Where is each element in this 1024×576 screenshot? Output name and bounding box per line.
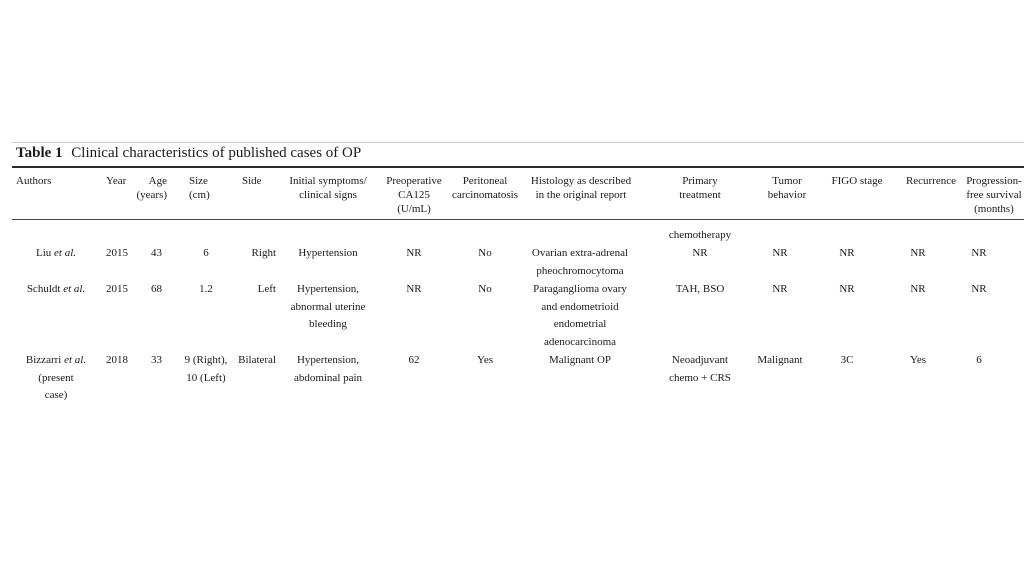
cell-recurrence: Yes — [909, 354, 926, 366]
header-peritoneal-line: carcinomatosis — [452, 189, 518, 201]
cell-size — [178, 245, 234, 263]
table-caption — [16, 145, 361, 162]
author-name: Bizzarri — [25, 354, 65, 366]
cell-peritoneal: No — [478, 247, 492, 259]
header-symptoms — [278, 174, 378, 202]
author-name: Schuldt — [26, 283, 64, 295]
cell-year: 2015 — [106, 283, 128, 295]
cell-side: Bilateral — [238, 354, 276, 366]
cell-treatment — [660, 352, 740, 387]
author-line — [20, 245, 92, 263]
cell-symptoms — [278, 352, 378, 387]
header-age-line: (years) — [136, 189, 167, 201]
author-line — [20, 352, 92, 370]
author-line: (present — [38, 371, 74, 384]
histology-line: Ovarian extra-adrenal — [531, 247, 629, 259]
header-peritoneal — [449, 174, 521, 202]
cell-age: 33 — [151, 354, 162, 366]
cell-symptoms — [278, 281, 378, 334]
table-title: Clinical characteristics of published cases of OP — [71, 145, 362, 161]
header-behavior-line: behavior — [767, 189, 807, 201]
cell-year: 2015 — [106, 247, 128, 259]
cell-year: 2018 — [106, 354, 128, 366]
cell-age: 43 — [151, 247, 162, 259]
author-etal: et al. — [64, 354, 87, 366]
treatment-line: NR — [692, 247, 708, 259]
histology-line: endometrial — [553, 318, 607, 330]
header-authors: Authors — [16, 175, 52, 187]
header-symptoms-line: clinical signs — [299, 189, 357, 201]
top-divider — [12, 142, 1024, 143]
cell-size — [178, 352, 234, 387]
cell-histology — [515, 352, 645, 370]
header-behavior-line: Tumor — [772, 175, 802, 187]
cell-treatment — [660, 245, 740, 263]
symptoms-line: Hypertension, — [296, 283, 359, 295]
header-pfs — [958, 174, 1024, 216]
histology-line: Malignant OP — [548, 354, 612, 366]
symptoms-line: Hypertension — [298, 247, 358, 259]
symptoms-line: abdominal pain — [293, 371, 363, 384]
header-pfs-line: (months) — [974, 203, 1014, 215]
author-line: case) — [44, 389, 68, 401]
cell-recurrence: NR — [910, 247, 926, 259]
author-etal: et al. — [54, 247, 77, 259]
cell-symptoms — [278, 245, 378, 263]
size-line: 10 (Left) — [186, 371, 226, 384]
header-symptoms-line: Initial symptoms/ — [289, 175, 367, 187]
histology-line: Paraganglioma ovary — [533, 283, 627, 295]
cell-author — [20, 281, 92, 299]
cell-ca125: NR — [406, 247, 422, 259]
size-line: 1.2 — [199, 283, 213, 295]
header-age — [130, 174, 167, 202]
treatment-line: Neoadjuvant — [671, 354, 729, 366]
header-treatment-line: treatment — [679, 189, 721, 201]
header-treatment — [660, 174, 740, 202]
symptoms-line: abnormal uterine — [290, 300, 366, 313]
header-behavior — [752, 174, 822, 202]
author-name: Liu — [35, 247, 55, 259]
cell-side: Left — [257, 283, 276, 295]
header-pfs-line: free survival — [966, 189, 1022, 201]
cell-behavior: NR — [772, 247, 788, 259]
cell-behavior: Malignant — [757, 354, 803, 366]
cell-side: Right — [251, 247, 276, 259]
header-figo: FIGO stage — [831, 175, 883, 187]
cell-peritoneal: Yes — [476, 354, 493, 366]
cell-histology — [515, 281, 645, 351]
cell-histology — [515, 245, 645, 280]
header-peritoneal-line: Peritoneal — [462, 175, 508, 187]
cell-size — [178, 281, 234, 299]
treatment-line: TAH, BSO — [675, 283, 725, 295]
cell-behavior: NR — [772, 283, 788, 295]
header-top-rule — [12, 166, 1024, 168]
header-histology-line: in the original report — [535, 189, 627, 201]
header-pfs-line: Progression- — [966, 175, 1022, 187]
author-etal: et al. — [63, 283, 86, 295]
header-side: Side — [242, 175, 262, 187]
header-bottom-rule — [12, 219, 1024, 220]
symptoms-line: Hypertension, — [296, 354, 359, 366]
header-size — [189, 174, 210, 202]
header-histology-line: Histology as described — [530, 175, 632, 187]
histology-line: pheochromocytoma — [536, 264, 624, 277]
cell-pfs: NR — [971, 247, 987, 259]
header-histology — [522, 174, 640, 202]
header-ca125-line: Preoperative — [386, 175, 442, 187]
header-size-line: (cm) — [189, 189, 210, 201]
cell-recurrence: NR — [910, 283, 926, 295]
size-line: 6 — [203, 247, 209, 259]
cell-author — [20, 245, 92, 263]
header-ca125-line: CA125 — [398, 189, 430, 201]
header-age-line: Age — [148, 175, 167, 187]
header-treatment-line: Primary — [682, 175, 718, 187]
cell-age: 68 — [151, 283, 162, 295]
histology-line: adenocarcinoma — [543, 335, 617, 348]
cell-peritoneal: No — [478, 283, 492, 295]
author-line — [20, 281, 92, 299]
header-size-line: Size — [189, 175, 208, 187]
cell-ca125: 62 — [408, 354, 420, 366]
cell-figo: 3C — [840, 354, 854, 366]
symptoms-line: bleeding — [309, 318, 347, 330]
header-recurrence: Recurrence — [905, 175, 957, 187]
table-label: Table 1 — [16, 145, 63, 161]
size-line: 9 (Right), — [184, 354, 228, 366]
cell-figo: NR — [839, 283, 855, 295]
histology-line: and endometrioid — [541, 300, 619, 313]
partial-row-treatment: chemotherapy — [668, 229, 732, 241]
cell-figo: NR — [839, 247, 855, 259]
header-ca125 — [378, 174, 450, 216]
treatment-line: chemo + CRS — [669, 371, 731, 384]
cell-author — [20, 352, 92, 405]
header-ca125-line: (U/mL) — [397, 203, 431, 215]
header-year: Year — [106, 175, 127, 187]
cell-treatment — [660, 281, 740, 299]
cell-pfs: NR — [971, 283, 987, 295]
cell-ca125: NR — [406, 283, 422, 295]
cell-pfs: 6 — [976, 354, 982, 366]
